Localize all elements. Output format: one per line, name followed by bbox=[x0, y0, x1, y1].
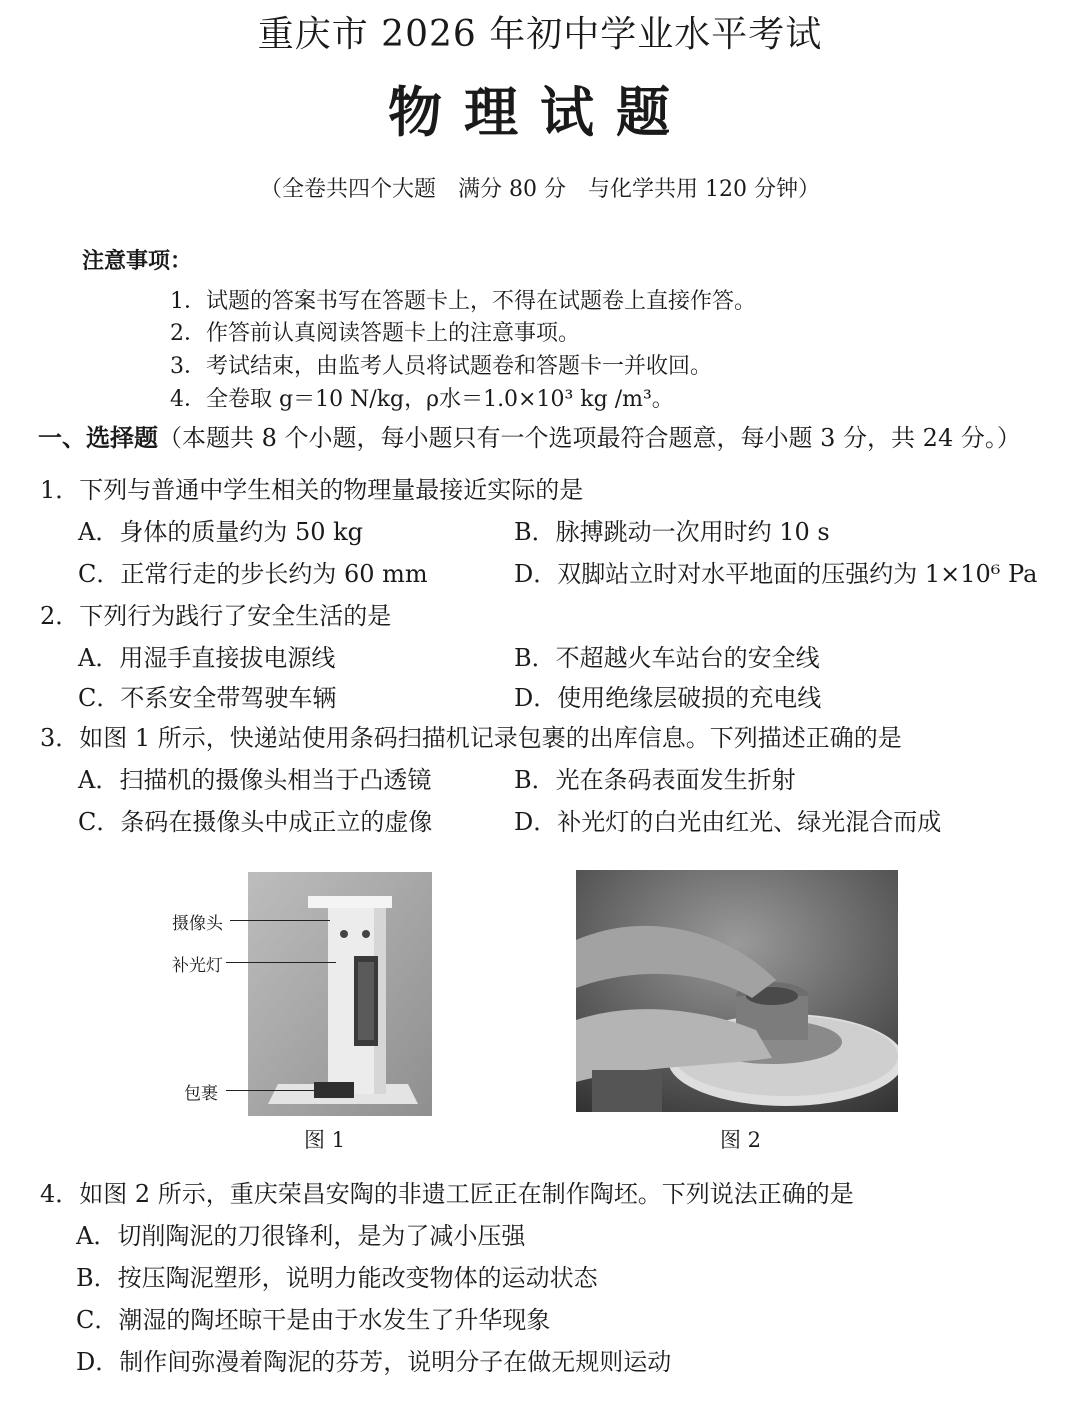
leader-line bbox=[226, 962, 336, 963]
option-d: D．制作间弥漫着陶泥的芬芳，说明分子在做无规则运动 bbox=[76, 1348, 672, 1376]
question-stem: 3．如图 1 所示，快递站使用条码扫描机记录包裹的出库信息。下列描述正确的是 bbox=[40, 724, 902, 752]
leader-line bbox=[230, 920, 330, 921]
notice-item: 2．作答前认真阅读答题卡上的注意事项。 bbox=[170, 321, 580, 346]
option-a: A．扫描机的摄像头相当于凸透镜 bbox=[78, 766, 432, 794]
notice-heading: 注意事项： bbox=[82, 248, 193, 274]
figure-1-scanner-photo bbox=[248, 872, 432, 1116]
option-b: B．不超越火车站台的安全线 bbox=[514, 644, 820, 672]
label-camera: 摄像头 bbox=[172, 914, 223, 934]
option-d: D．补光灯的白光由红光、绿光混合而成 bbox=[514, 808, 942, 836]
label-fill-light: 补光灯 bbox=[172, 956, 223, 976]
subject-title: 物理试题 bbox=[388, 80, 692, 144]
option-d: D．双脚站立时对水平地面的压强约为 1×10⁶ Pa bbox=[514, 560, 1038, 588]
option-b: B．脉搏跳动一次用时约 10 s bbox=[514, 518, 830, 546]
notice-item: 3．考试结束，由监考人员将试题卷和答题卡一并收回。 bbox=[170, 354, 712, 379]
exam-info: （全卷共四个大题 满分 80 分 与化学共用 120 分钟） bbox=[260, 177, 820, 202]
figure-1-caption: 图 1 bbox=[304, 1128, 346, 1152]
question-stem: 4．如图 2 所示，重庆荣昌安陶的非遗工匠正在制作陶坯。下列说法正确的是 bbox=[40, 1180, 854, 1208]
notice-item: 4．全卷取 g＝10 N/kg，ρ水＝1.0×10³ kg /m³。 bbox=[170, 387, 674, 412]
notice-item: 1．试题的答案书写在答题卡上，不得在试题卷上直接作答。 bbox=[170, 289, 756, 314]
figure-2-pottery-photo bbox=[576, 870, 898, 1112]
option-a: A．用湿手直接拔电源线 bbox=[78, 644, 336, 672]
option-b: B．按压陶泥塑形，说明力能改变物体的运动状态 bbox=[76, 1264, 598, 1292]
section-name: 一、选择题 bbox=[38, 423, 158, 452]
option-d: D．使用绝缘层破损的充电线 bbox=[514, 684, 822, 712]
option-c: C．条码在摄像头中成正立的虚像 bbox=[78, 808, 433, 836]
label-parcel: 包裹 bbox=[184, 1084, 218, 1104]
option-c: C．正常行走的步长约为 60 mm bbox=[78, 560, 428, 588]
section-title bbox=[38, 418, 1021, 453]
option-a: A．身体的质量约为 50 kg bbox=[78, 518, 364, 546]
question-stem: 2．下列行为践行了安全生活的是 bbox=[40, 602, 392, 630]
exam-title: 重庆市 2026 年初中学业水平考试 bbox=[257, 14, 823, 55]
option-c: C．潮湿的陶坯晾干是由于水发生了升华现象 bbox=[76, 1306, 551, 1334]
section-desc: （本题共 8 个小题，每小题只有一个选项最符合题意，每小题 3 分，共 24 分。） bbox=[158, 424, 1021, 452]
figure-2-caption: 图 2 bbox=[720, 1128, 762, 1152]
option-b: B．光在条码表面发生折射 bbox=[514, 766, 796, 794]
leader-line bbox=[226, 1090, 314, 1091]
question-stem: 1．下列与普通中学生相关的物理量最接近实际的是 bbox=[40, 476, 584, 504]
option-c: C．不系安全带驾驶车辆 bbox=[78, 684, 337, 712]
option-a: A．切削陶泥的刀很锋利，是为了减小压强 bbox=[76, 1222, 526, 1250]
